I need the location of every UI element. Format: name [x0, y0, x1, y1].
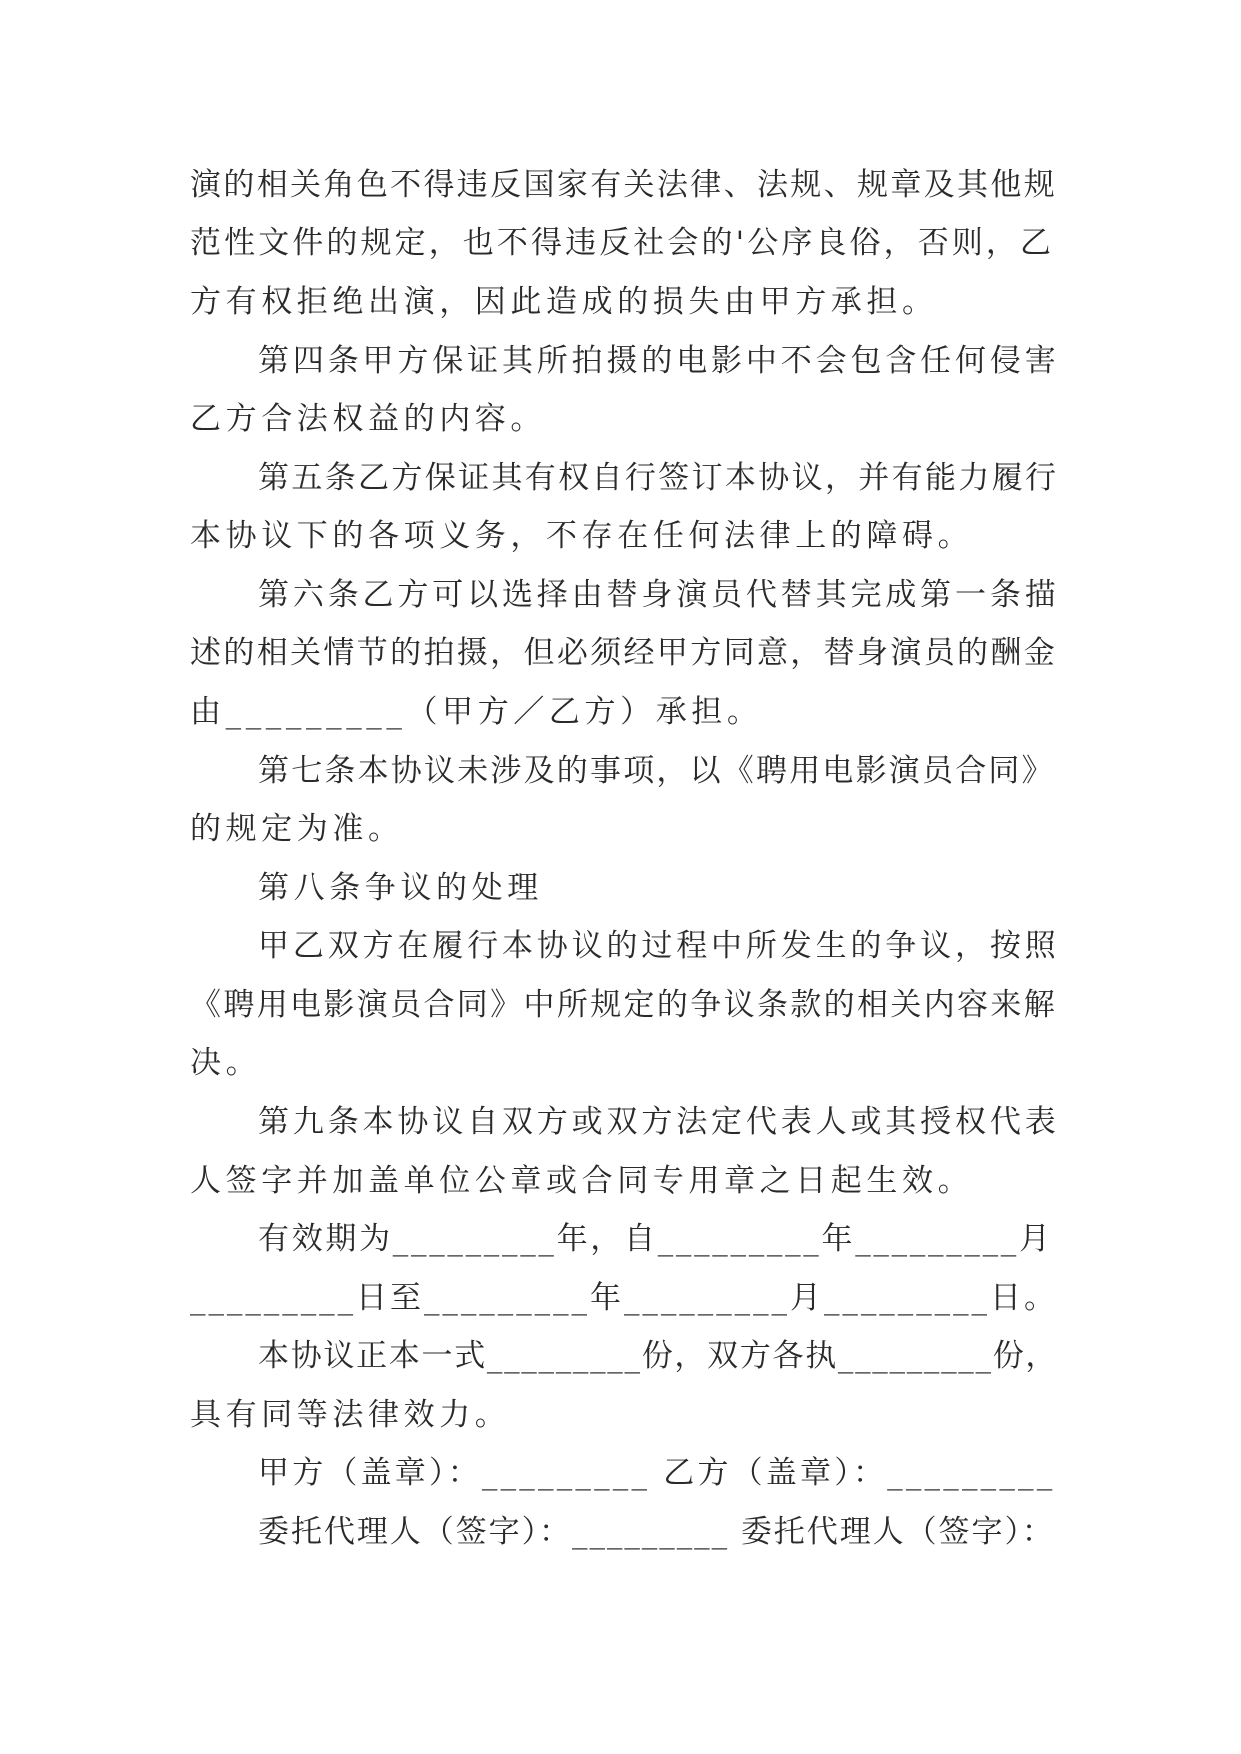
text-line: 人签字并加盖单位公章或合同专用章之日起生效。	[190, 1163, 974, 1199]
agent-signature-line: 委托代理人（签字）：_________ 委托代理人（签字）：	[258, 1514, 1055, 1550]
article-8-heading: 第八条争议的处理	[258, 870, 543, 906]
copies-line: 本协议正本一式_________份，双方各执_________份，	[258, 1338, 1059, 1374]
text-line: 演的相关角色不得违反国家有关法律、法规、规章及其他规	[190, 167, 1058, 203]
article-4-line: 第四条甲方保证其所拍摄的电影中不会包含任何侵害	[258, 343, 1060, 379]
article-9-line: 第九条本协议自双方或双方法定代表人或其授权代表	[258, 1104, 1060, 1140]
article-6-line: 第六条乙方可以选择由替身演员代替其完成第一条描	[258, 577, 1060, 613]
validity-date-line: _________日至_________年_________月_________日。	[190, 1280, 1058, 1316]
text-line: 本协议下的各项义务，不存在任何法律上的障碍。	[190, 518, 974, 554]
text-line: 乙方合法权益的内容。	[190, 401, 546, 437]
text-line: 范性文件的规定，也不得违反社会的'公序良俗，否则，乙	[190, 225, 1055, 261]
text-line: 甲乙双方在履行本协议的过程中所发生的争议，按照	[258, 928, 1060, 964]
text-line: 述的相关情节的拍摄，但必须经甲方同意，替身演员的酬金	[190, 635, 1058, 671]
text-line: 《聘用电影演员合同》中所规定的争议条款的相关内容来解	[190, 987, 1058, 1023]
text-line: 方有权拒绝出演，因此造成的损失由甲方承担。	[190, 284, 938, 320]
article-5-line: 第五条乙方保证其有权自行签订本协议，并有能力履行	[258, 460, 1059, 496]
text-line: 具有同等法律效力。	[190, 1397, 511, 1433]
validity-line: 有效期为_________年，自_________年_________月	[258, 1221, 1053, 1257]
text-line: 由_________（甲方／乙方）承担。	[190, 694, 763, 730]
text-line: 的规定为准。	[190, 811, 404, 847]
article-7-line: 第七条本协议未涉及的事项，以《聘用电影演员合同》	[258, 753, 1055, 789]
seal-line: 甲方（盖章）：_________ 乙方（盖章）：_________	[258, 1455, 1056, 1491]
text-line: 决。	[190, 1045, 262, 1081]
